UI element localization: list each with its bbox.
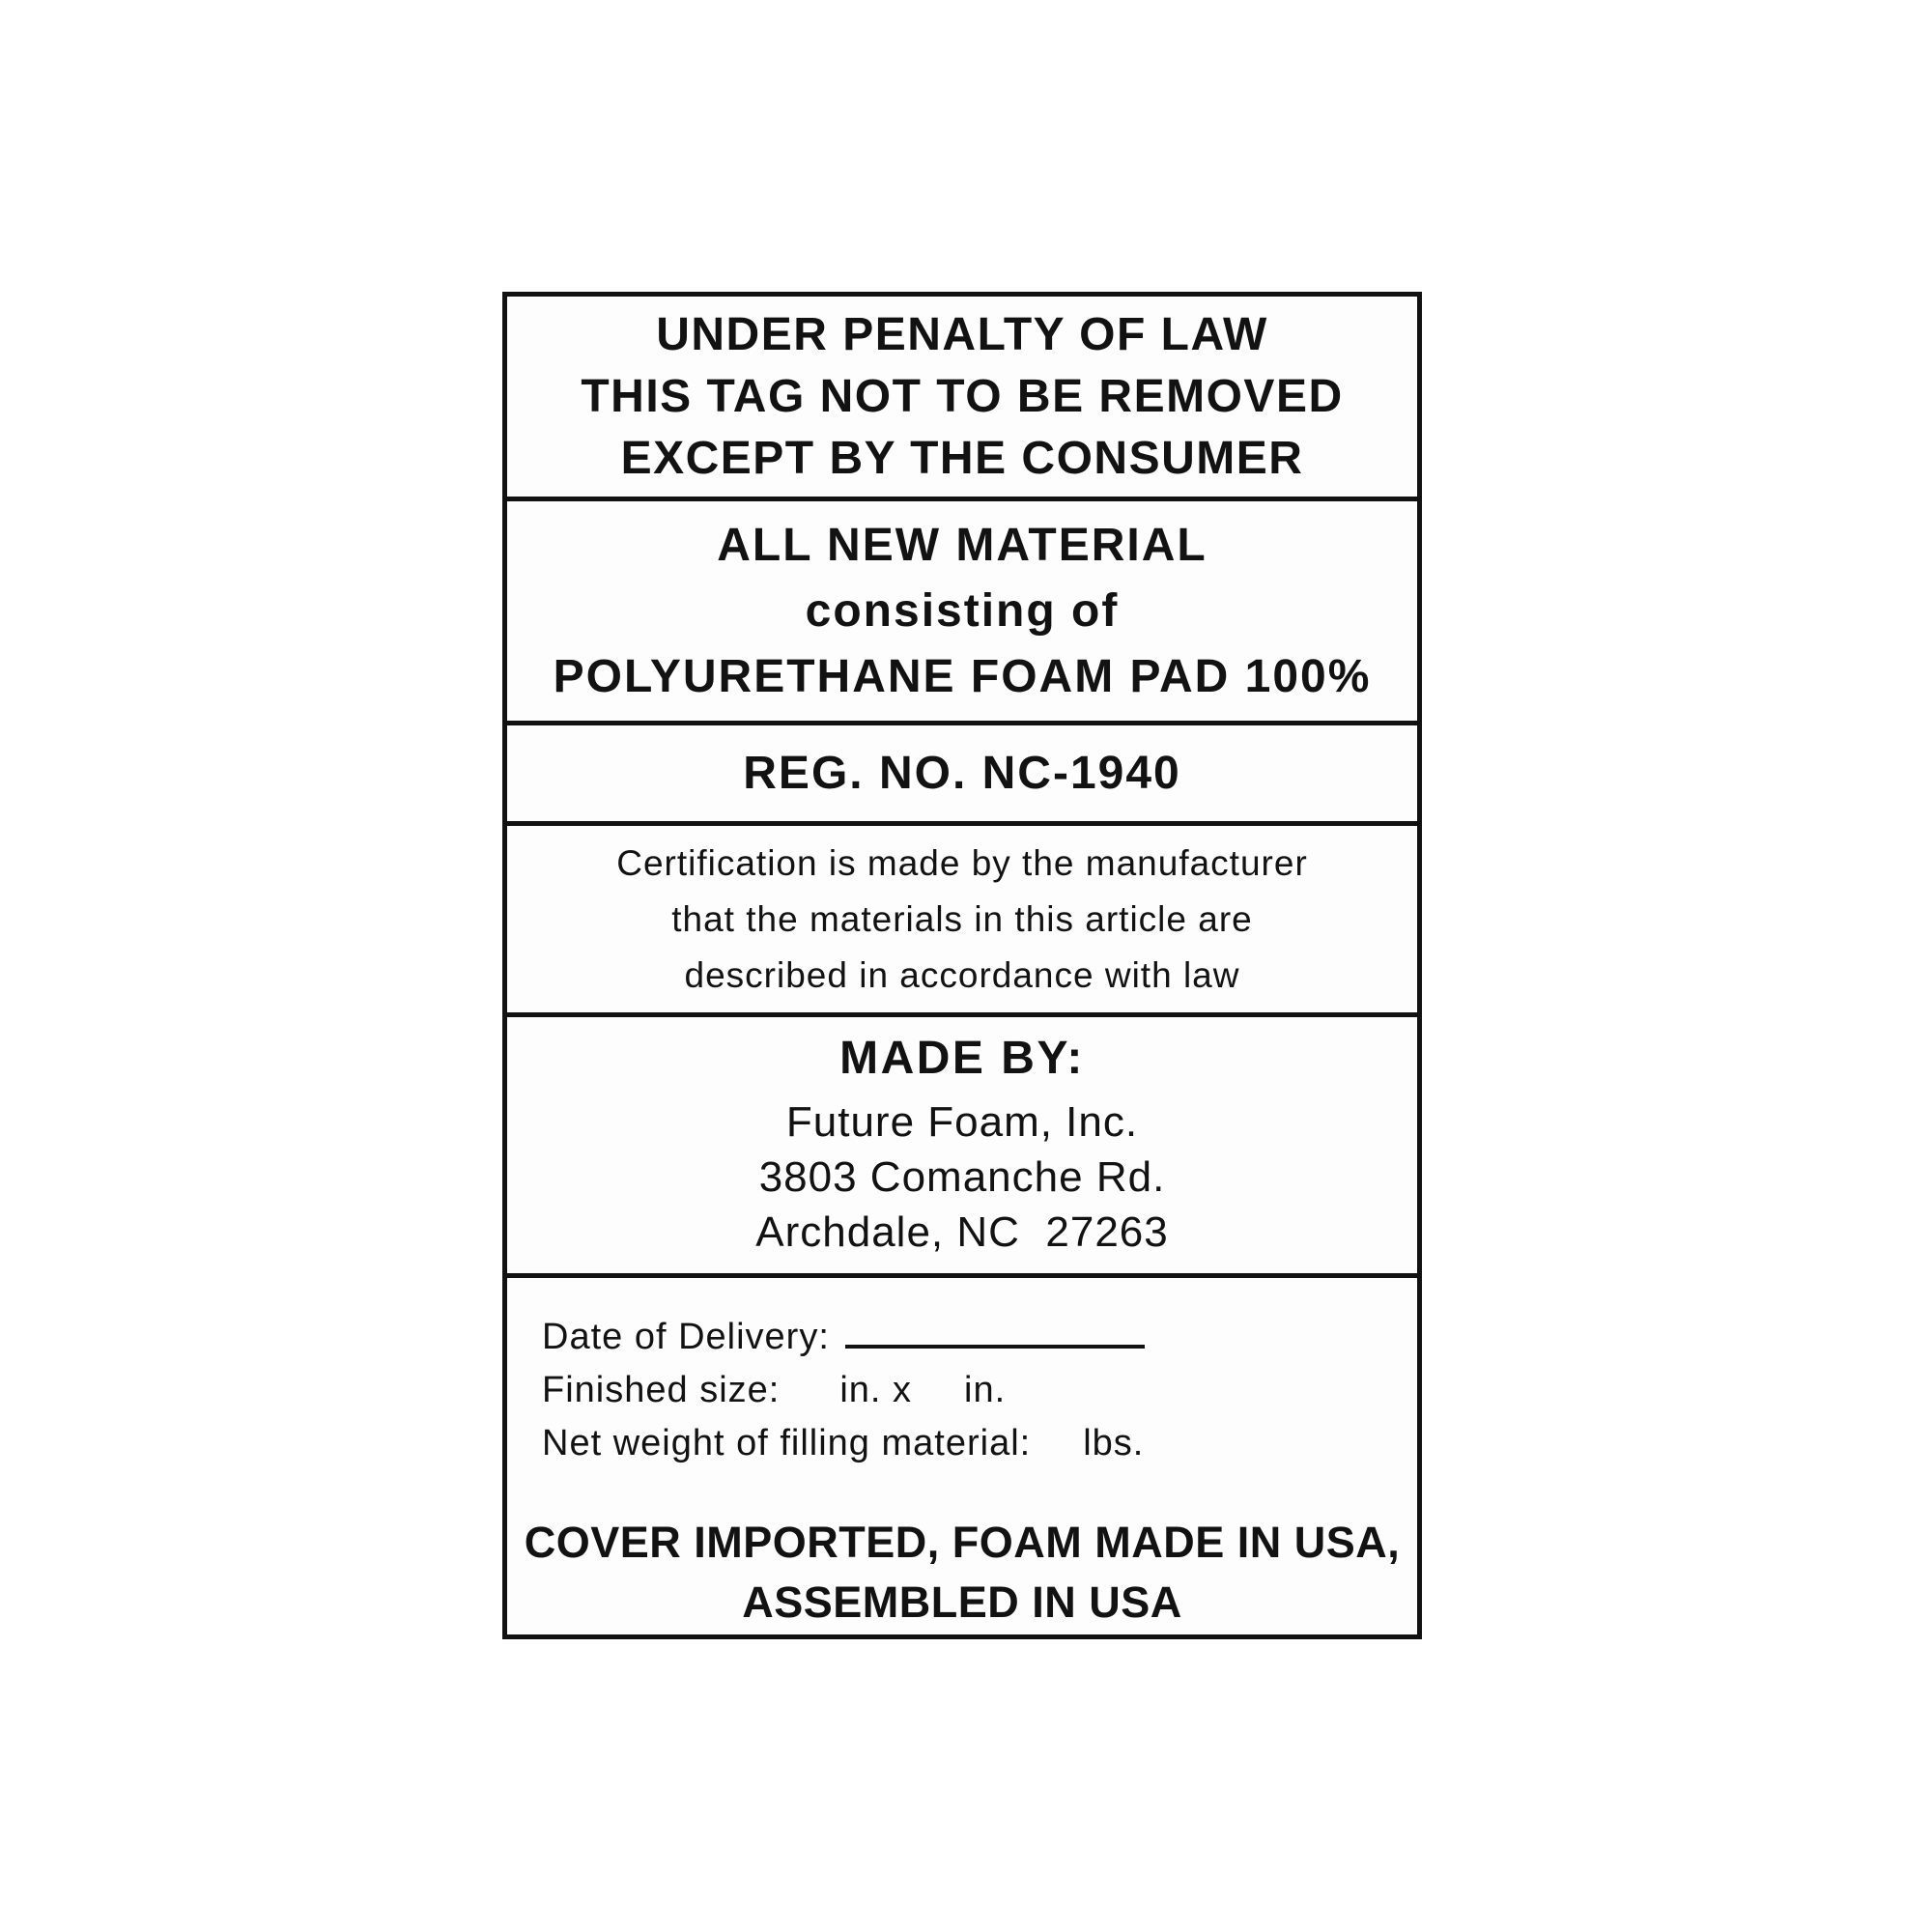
- made-by-heading: MADE BY:: [839, 1032, 1085, 1084]
- material-line-1: ALL NEW MATERIAL: [717, 519, 1208, 571]
- net-weight-line: [542, 1417, 1398, 1470]
- material-line-3: POLYURETHANE FOAM PAD 100%: [553, 650, 1372, 702]
- section-registration-number: [507, 725, 1417, 826]
- origin-statement: [507, 1513, 1417, 1633]
- origin-line-1: COVER IMPORTED, FOAM MADE IN USA,: [524, 1518, 1401, 1567]
- finished-size-unit-1: in. x: [839, 1370, 913, 1410]
- delivery-details-block: [507, 1311, 1417, 1470]
- section-made-by: [507, 1017, 1417, 1278]
- penalty-line-3: EXCEPT BY THE CONSUMER: [620, 432, 1304, 484]
- section-material-contents: [507, 501, 1417, 725]
- registration-number: REG. NO. NC-1940: [743, 748, 1181, 799]
- net-weight-unit: lbs.: [1083, 1423, 1145, 1463]
- certification-line-2: that the materials in this article are: [671, 898, 1253, 939]
- manufacturer-street: 3803 Comanche Rd.: [758, 1152, 1166, 1201]
- section-certification: [507, 826, 1417, 1017]
- section-delivery-details: [507, 1278, 1417, 1634]
- date-of-delivery-line: [542, 1311, 1398, 1364]
- finished-size-line: [542, 1364, 1398, 1417]
- section-penalty-warning: [507, 297, 1417, 501]
- certification-line-1: Certification is made by the manufacturer: [616, 842, 1308, 883]
- finished-size-unit-2: in.: [964, 1370, 1007, 1410]
- penalty-line-2: THIS TAG NOT TO BE REMOVED: [581, 370, 1344, 422]
- penalty-line-1: UNDER PENALTY OF LAW: [656, 308, 1268, 360]
- date-of-delivery-blank-line: [845, 1316, 1145, 1349]
- manufacturer-city-state-zip: Archdale, NC 27263: [755, 1208, 1169, 1256]
- finished-size-label: Finished size:: [542, 1370, 781, 1410]
- manufacturer-name: Future Foam, Inc.: [785, 1097, 1139, 1146]
- origin-line-2: ASSEMBLED IN USA: [742, 1577, 1182, 1627]
- date-of-delivery-label: Date of Delivery:: [542, 1317, 830, 1357]
- net-weight-label: Net weight of filling material:: [542, 1423, 1032, 1463]
- law-label-tag: [502, 292, 1422, 1639]
- material-line-2: consisting of: [805, 584, 1120, 637]
- certification-line-3: described in accordance with law: [684, 954, 1240, 995]
